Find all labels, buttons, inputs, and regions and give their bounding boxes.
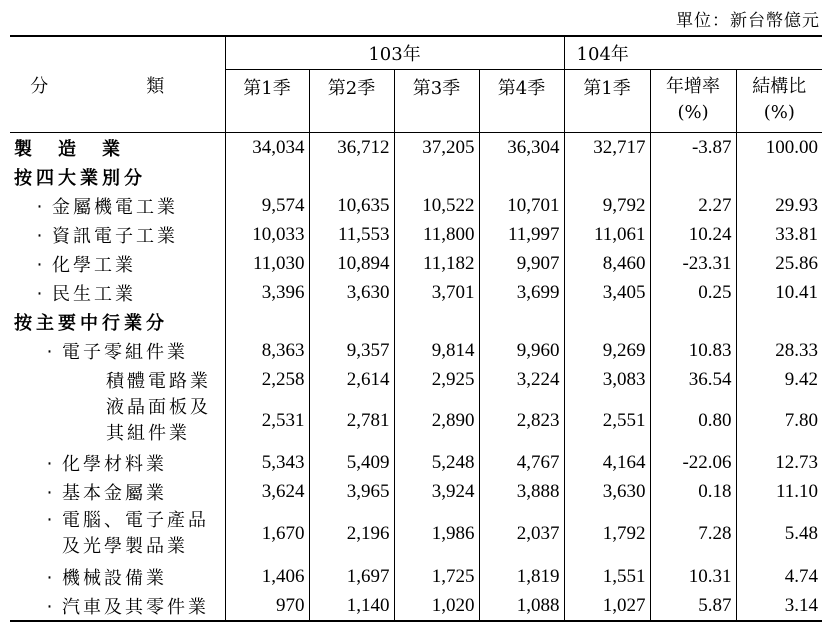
table-row: ‧ 民生工業 3,396 3,630 3,701 3,699 3,405 0.25 10.41 xyxy=(10,278,822,307)
q4-103-header: 第4季 xyxy=(479,70,564,133)
table-row: 液晶面板及 其組件業 2,531 2,781 2,890 2,823 2,551 0.80 7.80 xyxy=(10,394,822,448)
table-row: ‧ 金屬機電工業 9,574 10,635 10,522 10,701 9,792 2.27 29.93 xyxy=(10,191,822,220)
share-header: 結構比 (%) xyxy=(736,70,822,133)
manufacturing-output-table xyxy=(10,35,822,622)
section-header-sub-industries: 按主要中行業分 xyxy=(10,307,822,336)
table-row: 積體電路業 2,258 2,614 2,925 3,224 3,083 36.54 9.42 xyxy=(10,365,822,394)
section-header-four-industries: 按四大業別分 xyxy=(10,162,822,191)
q1-104-header: 第1季 xyxy=(564,70,650,133)
table-row-total: 製 造 業 34,034 36,712 37,205 36,304 32,717 -3.87 100.00 xyxy=(10,133,822,163)
table-row: ‧ 基本金屬業 3,624 3,965 3,924 3,888 3,630 0.18 11.10 xyxy=(10,477,822,506)
table-row: ‧ 化學材料業 5,343 5,409 5,248 4,767 4,164 -22.06 12.73 xyxy=(10,448,822,477)
table-row: ‧ 資訊電子工業 10,033 11,553 11,800 11,997 11,061 10.24 33.81 xyxy=(10,220,822,249)
category-header: 分 類 xyxy=(10,36,225,133)
table-row: ‧ 汽車及其零件業 970 1,140 1,020 1,088 1,027 5.87 3.14 xyxy=(10,591,822,621)
table-row: ‧ 電腦、電子產品 及光學製品業 1,670 2,196 1,986 2,037 1,792 7.28 5.48 xyxy=(10,506,822,562)
table-row: ‧ 電子零組件業 8,363 9,357 9,814 9,960 9,269 10.83 28.33 xyxy=(10,336,822,365)
q3-103-header: 第3季 xyxy=(394,70,479,133)
year-103-header: 103年 xyxy=(225,36,564,70)
year-104-header: 104年 xyxy=(564,36,822,70)
growth-rate-header: 年增率 (%) xyxy=(650,70,736,133)
q2-103-header: 第2季 xyxy=(309,70,394,133)
table-row: ‧ 機械設備業 1,406 1,697 1,725 1,819 1,551 10.31 4.74 xyxy=(10,562,822,591)
unit-label: 單位：新台幣億元 xyxy=(676,11,820,31)
table-row: ‧ 化學工業 11,030 10,894 11,182 9,907 8,460 -23.31 25.86 xyxy=(10,249,822,278)
q1-103-header: 第1季 xyxy=(225,70,309,133)
